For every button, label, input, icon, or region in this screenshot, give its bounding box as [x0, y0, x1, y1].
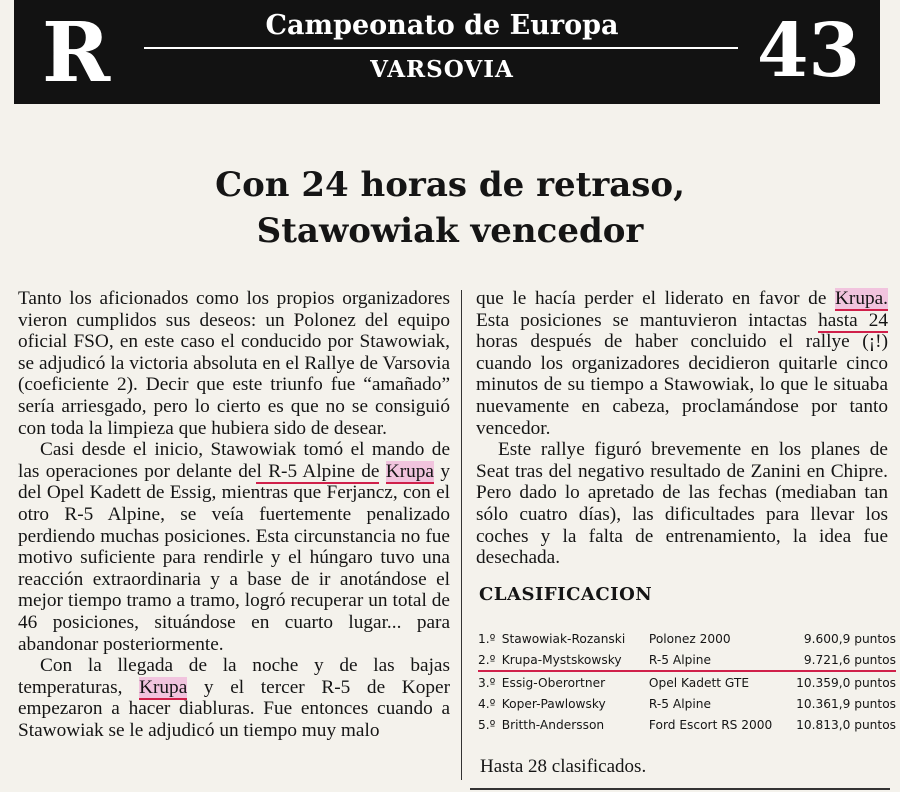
header-rule	[144, 47, 738, 49]
section-title: Campeonato de Europa	[265, 10, 619, 41]
classification-driver: Essig-Oberortner	[501, 675, 606, 690]
classification-pos: 5.º	[478, 717, 496, 732]
highlight-krupa: Krupa	[139, 676, 188, 698]
classification-row	[478, 628, 896, 649]
classification-table	[478, 628, 896, 735]
paragraph-5: Este rallye figuró brevemente en los planes de Seat tras del negativo resultado de Zanini en Chipre. Pero dado lo apretado de las fechas (mediaban tan sólo cuatro días), las dificultades para llevar los coches y la falta de entrenamiento, la idea fue desechada.	[476, 439, 888, 569]
classification-time: 9.721,6 puntos	[796, 649, 896, 671]
headline-line-2: Stawowiak vencedor	[256, 211, 644, 251]
classification-heading: CLASIFICACION	[479, 584, 653, 605]
article-column-right	[476, 288, 888, 569]
classification-driver: Britth-Andersson	[501, 717, 605, 732]
classification-pos: 4.º	[478, 696, 496, 711]
paragraph-3: Con la llegada de la noche y de las bajas temperaturas, Krupa y el tercer R-5 de Koper empezaron a hacer diabluras. Fue entonces cuando a Stawowiak se le adjudicó un tiempo muy malo	[18, 655, 450, 741]
classification-time: 9.600,9 puntos	[803, 631, 896, 646]
classification-pos: 1.º	[478, 631, 496, 646]
column-divider	[461, 290, 462, 780]
classification-time: 10.359,0 puntos	[796, 675, 896, 690]
annotation-underline: l R-5 Alpine de	[256, 460, 380, 482]
classification-car: Opel Kadett GTE	[648, 675, 750, 690]
classification-row	[478, 714, 896, 735]
paragraph-1: Tanto los aficionados como los propios organizadores vieron cumplidos sus deseos: un Polonez del equipo oficial FSO, en este caso el conducido por Stawowiak, se adjudicó la victoria absoluta en el Rallye de Varsovia (coeficiente 2). Decir que este triunfo fue “amañado” sería arriesgado, pero lo cierto es que no se consiguió con toda la limpieza que hubiera sido de desear.	[18, 288, 450, 439]
highlight-krupa: Krupa	[385, 460, 434, 482]
classification-row	[478, 649, 896, 671]
classification-driver: Krupa-Mystskowsky	[502, 649, 649, 671]
classification-row	[478, 671, 896, 693]
classification-car: R-5 Alpine	[649, 649, 796, 671]
annotation-underline: hasta 24	[818, 309, 888, 331]
classification-driver: Koper-Pawlowsky	[501, 696, 606, 711]
paragraph-2: Casi desde el inicio, Stawowiak tomó el mando de las operaciones por delante del R-5 Alpine de Krupa y del Opel Kadett de Essig, mientras que Ferjancz, con el otro R-5 Alpine, se veía fuertemente penalizado perdiendo muchas posiciones. Esta circunstancia no fue motivo suficiente para rendirle y el húngaro tuvo una reacción extraordinaria y a base de ir anotándose el mejor tiempo tramo a tramo, logró recuperar un total de 46 posiciones, situándose en cuarto lugar... para abandonar posteriormente.	[18, 439, 450, 655]
classification-row	[478, 693, 896, 714]
header-banner	[14, 0, 880, 104]
classification-footer: Hasta 28 clasificados.	[480, 756, 647, 777]
classification-pos: 2.º	[478, 649, 502, 671]
headline-line-1: Con 24 horas de retraso,	[215, 165, 685, 205]
bottom-rule	[470, 788, 890, 790]
page-number: 43	[757, 8, 860, 94]
classification-time: 10.361,9 puntos	[796, 696, 896, 711]
classification-car: Polonez 2000	[648, 631, 731, 646]
classification-car: Ford Escort RS 2000	[648, 717, 773, 732]
classification-car: R-5 Alpine	[648, 696, 711, 711]
classification-pos: 3.º	[478, 675, 496, 690]
paragraph-4: que le hacía perder el liderato en favor de Krupa. Esta posiciones se mantuvieron intactas hasta 24 horas después de haber concluido el rallye (¡!) cuando los organizadores decidieron quitarle cinco minutos de su tiempo a Stawowiak, lo que le situaba nuevamente en cabeza, proclamándose por tanto vencedor.	[476, 288, 888, 439]
classification-time: 10.813,0 puntos	[796, 717, 896, 732]
section-subtitle: VARSOVIA	[370, 56, 514, 83]
article-column-left	[18, 288, 450, 741]
highlight-krupa: Krupa.	[834, 288, 888, 309]
magazine-letter: R	[42, 5, 111, 101]
classification-driver: Stawowiak-Rozanski	[501, 631, 626, 646]
article-headline	[0, 162, 900, 254]
